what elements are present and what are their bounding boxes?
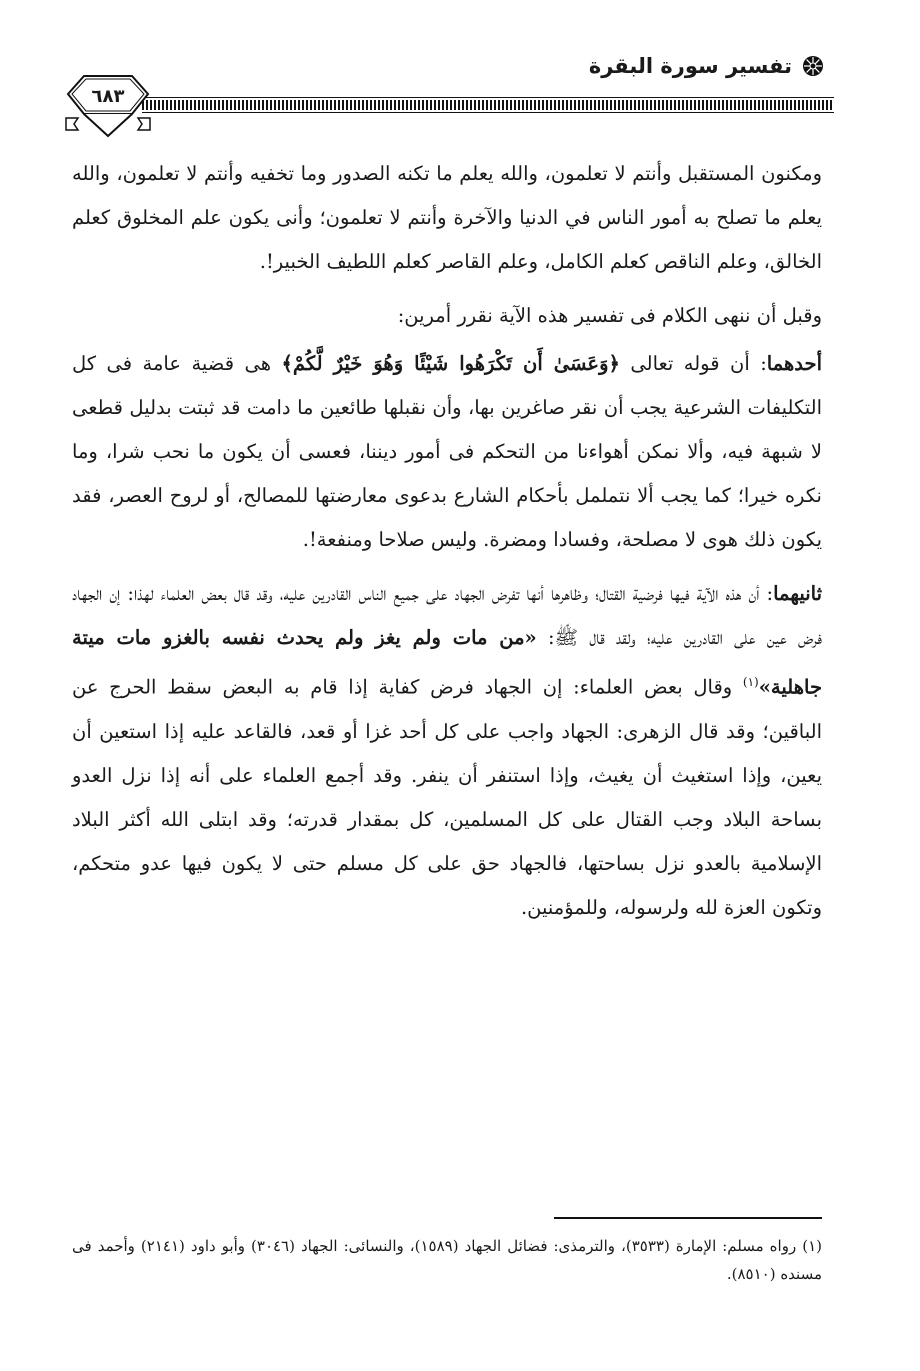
paragraph-4 xyxy=(72,572,822,930)
paragraph-4-lead: ثانيهما xyxy=(773,582,822,605)
paragraph-4-text-a: : أن هذه الآية فيها فرضية القتال؛ وظاهرها أنها تفرض الجهاد على جميع الناس القادرين عليه، وقد قال بعض العلماء لهذا: إن الجهاد فرض عين على القادرين عليه؛ ولقد قال ﷺ: xyxy=(72,582,823,649)
paragraph-3 xyxy=(72,342,822,562)
paragraph-3-text-a: : أن قوله تعالى xyxy=(619,352,767,375)
page-number: ٦٨٣ xyxy=(91,86,125,107)
paragraph-3-lead: أحدهما xyxy=(766,352,822,375)
footnote: (١) رواه مسلم: الإمارة (٣٥٣٣)، والترمذى: فضائل الجهاد (١٥٨٩)، والنسائى: الجهاد (٣٠٤٦) وأبو داود (٢١٤١) وأحمد فى مسنده (٨٥١٠). xyxy=(72,1237,822,1283)
paragraph-3-text-b: هى قضية عامة فى كل التكليفات الشرعية يجب أن نقر صاغرين بها، وأن نقبلها طائعين ما دامت قد ثبتت بدليل قطعى لا شبهة فيه، وألا نمكن أهواءنا من التحكم فى أمور ديننا، فعسى أن يكون ما نحب شرا، وما نكره خيرا؛ كما يجب ألا نتململ بأحكام الشارع بدعوى معارضتها للمصالح، أو لروح العصر، فقد يكون ذلك هوى لا مصلحة، وفسادا ومضرة. وليس صلاحا ومنفعة!. xyxy=(72,352,822,551)
rosette-icon xyxy=(802,55,824,77)
running-title-text: تفسير سورة البقرة xyxy=(588,54,792,78)
paragraph-1: ومكنون المستقبل وأنتم لا تعلمون، والله يعلم ما تكنه الصدور وما تخفيه وأنتم لا تعلمون، والله يعلم ما تصلح به أمور الناس في الدنيا والآخرة وأنتم لا تعلمون؛ وأنى يكون علم المخلوق كعلم الخالق، وعلم الناقص كعلم الكامل، وعلم القاصر كعلم اللطيف الخبير!. xyxy=(72,162,822,273)
paragraph-2: وقبل أن ننهى الكلام فى تفسير هذه الآية نقرر أمرين: xyxy=(397,304,822,327)
footnote-reference: (١) xyxy=(742,675,759,689)
page-header xyxy=(62,48,824,138)
paragraph-4-text-b: وقال بعض العلماء: إن الجهاد فرض كفاية إذا قام به البعض سقط الحرج عن الباقين؛ وقد قال الزهرى: الجهاد واجب على كل أحد غزا أو قعد، فالقاعد عليه إذا استعين أن يعين، وإذا استغيث أن يغيث، وإذا استنفر أن ينفر. وقد أجمع العلماء على أنه إذا نزل العدو بساحة البلاد وجب القتال على كل المسلمين، كل بمقدار قدرته؛ وقد ابتلى الله أكثر البلاد الإسلامية بالعدو نزل بساحتها، فالجهاد حق على كل مسلم حتى لا يكون فيها عدو متحكم، وتكون العزة لله ولرسوله، وللمؤمنين. xyxy=(72,675,822,919)
hadith-quote: «من مات ولم يغز ولم يحدث نفسه بالغزو مات ميتة جاهلية» xyxy=(72,626,822,699)
main-text xyxy=(72,152,822,940)
footnote-divider xyxy=(554,1217,822,1219)
page-number-badge xyxy=(62,64,154,140)
header-rule xyxy=(142,100,834,110)
running-title xyxy=(589,54,824,78)
quran-verse: ﴿وَعَسَىٰ أَن تَكْرَهُوا شَيْئًا وَهُوَ خَيْرٌ لَّكُمْ﴾ xyxy=(281,352,620,375)
